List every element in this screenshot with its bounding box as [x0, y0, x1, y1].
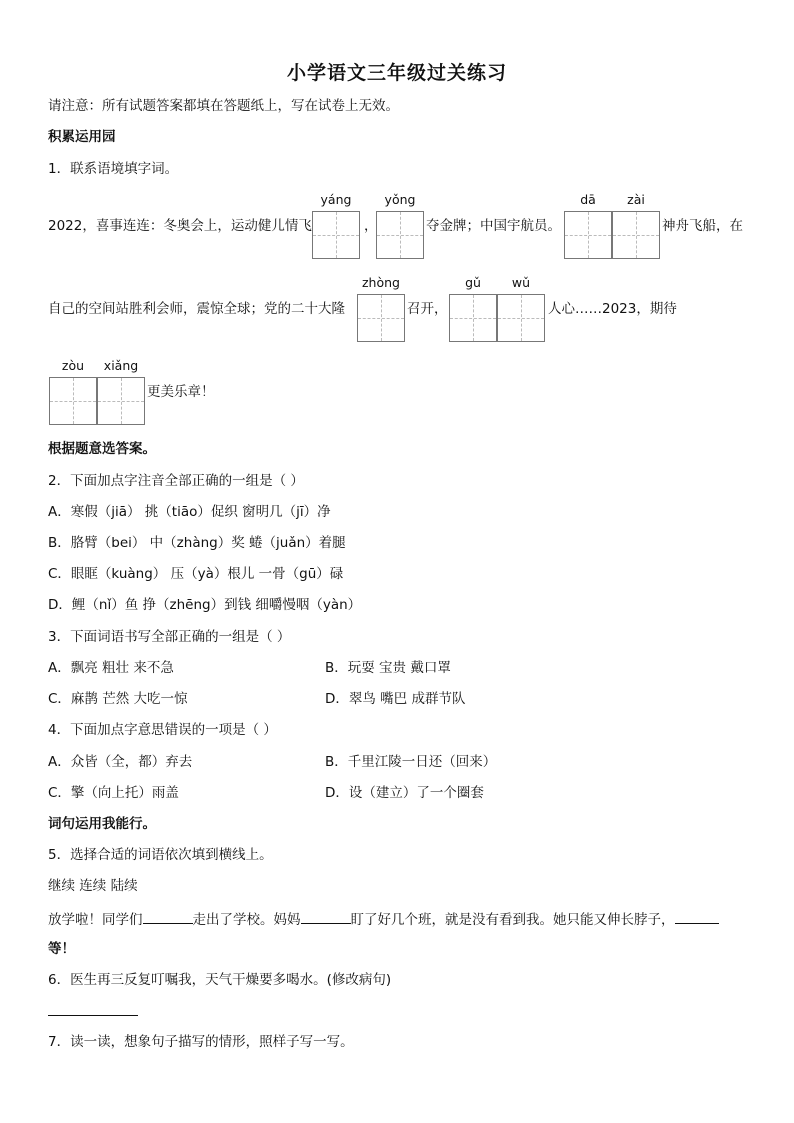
q1-text-2b: 召开， — [407, 301, 448, 317]
writing-grid-box[interactable] — [564, 211, 612, 259]
pinyin-label: zài — [627, 192, 645, 207]
q4-option-b[interactable]: B．千里江陵一日还（回来） — [325, 754, 497, 770]
fill-blank-1[interactable] — [143, 909, 193, 924]
q5-text-b: 走出了学校。妈妈 — [192, 912, 301, 928]
pinyin-label: yǒng — [384, 192, 416, 207]
q5-text-c: 盯了好几个班，就是没有看到我。她只能又伸长脖子， — [350, 912, 675, 928]
q2-option-a[interactable]: A．寒假（jiā） 挑（tiāo）促织 窗明几（jī）净 — [48, 504, 331, 520]
fill-blank-2[interactable] — [301, 909, 351, 924]
section-heading-2: 根据题意选答案。 — [48, 441, 156, 457]
q6-stem: 6．医生再三反复叮嘱我，天气干燥要多喝水。(修改病句) — [48, 972, 392, 988]
q1-text-2c: 人心……2023，期待 — [548, 301, 677, 317]
writing-grid-box[interactable] — [312, 211, 360, 259]
writing-grid-box[interactable] — [376, 211, 424, 259]
section-heading-1: 积累运用园 — [48, 129, 116, 145]
writing-grid-box[interactable] — [97, 377, 145, 425]
q3-option-a[interactable]: A．飘亮 粗壮 来不急 — [48, 660, 174, 676]
q1-text-1b: ， — [364, 218, 378, 234]
q4-option-c[interactable]: C．擎（向上托）雨盖 — [48, 785, 179, 801]
fill-blank-3[interactable] — [675, 909, 719, 924]
q5-sentence — [48, 909, 719, 929]
q1-text-2a: 自己的空间站胜利会师，震惊全球；党的二十大隆 — [48, 301, 345, 317]
pinyin-label: gǔ — [465, 275, 481, 290]
pinyin-label: xiǎng — [103, 358, 139, 373]
q2-stem: 2．下面加点字注音全部正确的一组是（ ） — [48, 473, 304, 489]
q1-stem: 1．联系语境填字词。 — [48, 161, 179, 177]
pinyin-label: wǔ — [511, 275, 531, 290]
writing-grid-box[interactable] — [612, 211, 660, 259]
q4-stem: 4．下面加点字意思错误的一项是（ ） — [48, 722, 277, 738]
q3-option-c[interactable]: C．麻鹊 芒然 大吃一惊 — [48, 691, 188, 707]
q3-option-b[interactable]: B．玩耍 宝贵 戴口罩 — [325, 660, 451, 676]
q2-option-b[interactable]: B．胳臂（bei） 中（zhàng）奖 蜷（juǎn）着腿 — [48, 535, 346, 551]
q4-option-d[interactable]: D．设（建立）了一个圈套 — [325, 785, 484, 801]
q5-text-d: 等！ — [48, 941, 75, 957]
answer-line[interactable] — [48, 1015, 138, 1016]
q1-text-1a: 2022，喜事连连：冬奥会上，运动健儿情飞 — [48, 218, 312, 234]
notice-text: 请注意：所有试题答案都填在答题纸上，写在试卷上无效。 — [48, 98, 399, 114]
writing-grid-box[interactable] — [497, 294, 545, 342]
writing-grid-box[interactable] — [49, 377, 97, 425]
q5-text-a: 放学啦！同学们 — [48, 912, 143, 928]
q4-option-a[interactable]: A．众皆（全，都）弃去 — [48, 754, 193, 770]
page-title: 小学语文三年级过关练习 — [286, 62, 507, 84]
pinyin-label: yáng — [320, 192, 352, 207]
q1-text-1d: 神舟飞船，在 — [662, 218, 743, 234]
q5-stem: 5．选择合适的词语依次填到横线上。 — [48, 847, 273, 863]
pinyin-label: dā — [580, 192, 596, 207]
q1-text-3a: 更美乐章！ — [147, 384, 215, 400]
writing-grid-box[interactable] — [449, 294, 497, 342]
writing-grid-box[interactable] — [357, 294, 405, 342]
q7-stem: 7．读一读，想象句子描写的情形，照样子写一写。 — [48, 1034, 354, 1050]
q1-text-1c: 夺金牌；中国宇航员。 — [426, 218, 561, 234]
pinyin-label: zhòng — [362, 275, 400, 290]
q3-option-d[interactable]: D．翠鸟 嘴巴 成群节队 — [325, 691, 466, 707]
q2-option-d[interactable]: D．鲤（nǐ）鱼 挣（zhēng）到钱 细嚼慢咽（yàn） — [48, 597, 362, 613]
pinyin-label: zòu — [61, 358, 85, 373]
q3-stem: 3．下面词语书写全部正确的一组是（ ） — [48, 629, 291, 645]
q2-option-c[interactable]: C．眼眶（kuàng） 压（yà）根儿 一骨（gū）碌 — [48, 566, 344, 582]
section-heading-3: 词句运用我能行。 — [48, 816, 156, 832]
q5-word-bank: 继续 连续 陆续 — [48, 878, 138, 894]
